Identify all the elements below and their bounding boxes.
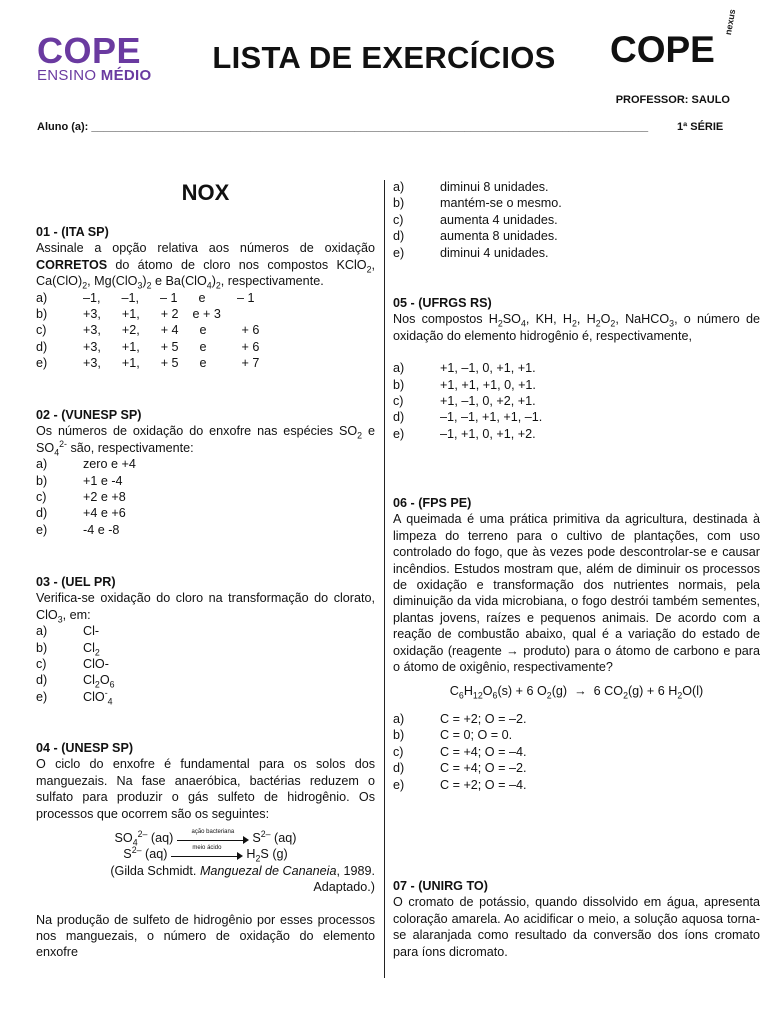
- option-b: b) +1 e -4: [36, 473, 123, 488]
- question-text: O cromato de potássio, quando dissolvido em água, apresenta coloração amarela. Ao acidificar o meio, a solução aquosa torna-se alaranjada como resultado da conversão dos íons cromato para íons dicromato.: [393, 895, 760, 959]
- option-d: d) +3, +1, + 5 e + 6: [36, 339, 260, 354]
- question-05: [393, 295, 760, 442]
- option-a: a) Cl-: [36, 624, 100, 639]
- professor-label: PROFESSOR: SAULO: [615, 94, 730, 106]
- question-text: Verifica-se oxidação do cloro na transformação do clorato, ClO$_3$, em:: [36, 591, 375, 625]
- grade-label: 1ª SÉRIE: [677, 121, 724, 133]
- question-01: [36, 224, 375, 372]
- question-text: O ciclo do enxofre é fundamental para os solos dos manguezais. Na fase anaeróbica, bactérias reduzem o sulfato para produzir o gás sulfeto de hidrogênio. Os processos que ocorrem são os seguintes:: [36, 757, 375, 821]
- option-d: d) –1, –1, +1, +1, –1.: [393, 410, 543, 425]
- column-divider: [384, 180, 385, 978]
- question-prompt: Na produção de sulfeto de hidrogênio por esses processos nos manguezais, o número de oxidação do elemento enxofre: [36, 912, 375, 960]
- student-name-line: Aluno (a): ___________________________________________________________________________________________: [37, 121, 649, 133]
- option-e: e) diminui 4 unidades.: [393, 245, 549, 260]
- logo-right-tag: nexus: [723, 8, 738, 36]
- option-a: a) zero e +4: [36, 457, 136, 472]
- question-text: Nos compostos $H_2SO_4$, KH, $H_2$, $H_2O_2$, NaHCO$_3$, o número de oxidação do elemento hidrogênio é, respectivamente,: [393, 312, 760, 343]
- question-04-options: [393, 179, 760, 261]
- option-c: c) ClO-: [36, 657, 109, 672]
- option-d: d) $Cl_2O_6$: [36, 673, 115, 690]
- option-a: a) C = +2; O = –2.: [393, 711, 527, 726]
- question-text: Os números de oxidação do enxofre nas espécies $SO_2$ e $SO_4^{2-}$ são, respectivamente:: [36, 424, 375, 458]
- logo-right-wordmark: COPE: [610, 29, 715, 70]
- option-e: e) -4 e -8: [36, 522, 120, 537]
- option-d: d) C = +4; O = –2.: [393, 761, 527, 776]
- question-06: [393, 495, 760, 793]
- option-e: e) ClO-$_4$: [36, 687, 113, 707]
- question-03: [36, 574, 375, 705]
- question-04: [36, 740, 375, 961]
- option-a: a) +1, –1, 0, +1, +1.: [393, 361, 536, 376]
- question-title: 07 - (UNIRG TO): [393, 879, 488, 893]
- reaction-arrow: ação bacteriana: [177, 834, 249, 844]
- question-02: [36, 407, 375, 538]
- option-a: a) diminui 8 unidades.: [393, 180, 549, 194]
- option-c: c) aumenta 4 unidades.: [393, 212, 558, 227]
- option-b: b) C = 0; O = 0.: [393, 728, 513, 743]
- option-e: e) +3, +1, + 5 e + 7: [36, 356, 260, 371]
- cope-nexus-logo: [610, 8, 738, 70]
- equation-1: $SO_4^{2-}$ (aq) ação bacteriana $S^{2-}$ (aq): [114, 828, 297, 848]
- question-title: 04 - (UNESP SP): [36, 741, 134, 755]
- option-b: b) +1, +1, +1, 0, +1.: [393, 377, 536, 392]
- option-b: b) $Cl_2$: [36, 640, 100, 658]
- option-c: c) +1, –1, 0, +2, +1.: [393, 394, 536, 409]
- combustion-equation: $C_6H_{12}O_6(s) + 6$ $O_2(g) \to 6$ $CO_2(g) + 6$ $H_2O(l)$: [449, 684, 704, 701]
- section-title: NOX: [181, 180, 230, 205]
- option-e: e) C = +2; O = –4.: [393, 777, 527, 792]
- option-e: e) –1, +1, 0, +1, +2.: [393, 426, 536, 441]
- question-text: Assinale a opção relativa aos números de oxidação CORRETOS do átomo de cloro nos compostos KClO$_2$, $Ca(ClO)_2$, $Mg(ClO_3)_2$ e $Ba(ClO_4)_2$, respectivamente.: [36, 241, 375, 291]
- source-citation: (Gilda Schmidt. Manguezal de Cananeia, 1989. Adaptado.): [110, 863, 375, 895]
- logo-left-subtitle: ENSINO MÉDIO: [37, 67, 152, 84]
- question-text: A queimada é uma prática primitiva da agricultura, destinada à limpeza do terreno para o cultivo de plantações, com uso controlado do fogo, que às vezes pode descontrolar-se e causar incêndios. Estudos mostram que, além de diminuir os processos de oxidação e transformação dos nutrientes normais, pela diminuição da vida microbiana, o fogo destrói também sementes, plantas jovens, raízes e pequenos animais. De acordo com a reação de combustão abaixo, qual é a variação do estado de oxidação (reagente → produto) para o átomo de carbono e para o átomo de oxigênio, respectivamente?: [393, 512, 760, 675]
- option-d: d) aumenta 8 unidades.: [393, 229, 558, 244]
- option-c: c) C = +4; O = –4.: [393, 744, 527, 759]
- equation-2: $S^{2-}$ (aq) meio ácido $H_2S$ (g): [123, 845, 288, 864]
- page-title: LISTA DE EXERCÍCIOS: [212, 40, 556, 75]
- option-b: b) +3, +1, + 2 e + 3: [36, 307, 221, 322]
- question-title: 01 - (ITA SP): [36, 225, 109, 239]
- option-b: b) mantém-se o mesmo.: [393, 196, 562, 211]
- question-title: 02 - (VUNESP SP): [36, 408, 142, 422]
- question-title: 05 - (UFRGS RS): [393, 296, 492, 310]
- option-d: d) +4 e +6: [36, 506, 126, 521]
- question-07: [393, 878, 760, 960]
- question-title: 06 - (FPS PE): [393, 496, 472, 510]
- option-a: a) –1, –1, – 1 e – 1: [36, 290, 255, 305]
- question-title: 03 - (UEL PR): [36, 575, 116, 589]
- reaction-arrow: meio ácido: [171, 850, 243, 860]
- option-c: c) +3, +2, + 4 e + 6: [36, 323, 260, 338]
- option-c: c) +2 e +8: [36, 490, 126, 505]
- logo-left-wordmark: COPE: [37, 30, 142, 71]
